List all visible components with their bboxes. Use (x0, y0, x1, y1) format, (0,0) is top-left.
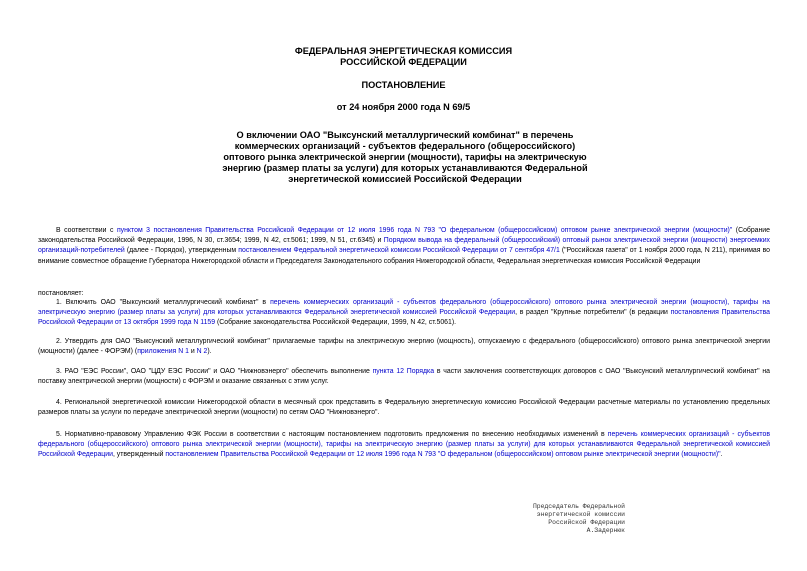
link-order-procedure[interactable]: Порядком вывода на федеральный (общероссийский) оптовый рынок электрической энергии (мощности) энергоемких организаций-потребителей (38, 237, 770, 255)
item-1-paragraph: 1. Включить ОАО "Выксунский металлургический комбинат" в перечень коммерческих организаций - субъектов федерального (общероссийского) оптового рынка электрической энергии (мощности), тарифы на электрическую энергию (размер платы за услуги) для которых устанавливаются Федеральной энергетической комиссией Российской Федерации, в раздел "Крупные потребители" (в редакции постановления Правительства Российской Федерации от 13 октября 1999 года N 1159 (Собрание законодательства Российской Федерации, 1999, N 42, ст.5061). (38, 299, 771, 327)
signature-block (480, 503, 625, 535)
link-resolution-793-p3[interactable]: пунктом 3 постановления Правительства Российской Федерации от 12 июля 1996 года N 793 "О федеральном (общероссийском) оптовом рынке электрической энергии (мощности)" (116, 227, 733, 234)
link-organizations-list[interactable]: перечень коммерческих организаций - субъектов федерального (общероссийского) оптового рынка электрической энергии (мощности), тарифы на электрическую энергию (размер платы за услуги) для которых устанавливаются Федеральной энергетической комиссией Российской Федерации (38, 299, 770, 317)
signature-name: А.Задернюк (586, 526, 625, 534)
document-type: ПОСТАНОВЛЕНИЕ (361, 80, 446, 90)
signature-line-3: Российской Федерации (548, 518, 625, 526)
link-resolution-1159[interactable]: постановления Правительства Российской Федерации от 13 октября 1999 года N 1159 (38, 309, 771, 327)
link-organizations-list-2[interactable]: перечень коммерческих организаций - субъектов федерального (общероссийского) оптового рынка электрической энергии (мощности), тарифы на электрическую энергию (размер платы за услуги) для которых устанавливаются Федеральной энергетической комиссией Российской Федерации (38, 431, 770, 459)
item-3-paragraph: 3. РАО "ЕЭС России", ОАО "ЦДУ ЕЭС России" и ОАО "Нижновэнерго" обеспечить выполнение пункта 12 Порядка в части заключения соответствующих договоров с ОАО "Выксунский металлургический комбинат" на поставку электрической энергии (мощности) с ФОРЭМ и оказание связанных с этим услуг. (38, 368, 770, 386)
signature-line-2: энергетической комиссии (536, 510, 625, 518)
link-appendix-1[interactable]: приложения N 1 (137, 348, 189, 356)
link-resolution-793[interactable]: постановлением Правительства Российской Федерации от 12 июля 1996 года N 793 "О федеральном (общероссийском) оптовом рынке электрической энергии (мощности)" (165, 451, 721, 459)
issuer-line-1: ФЕДЕРАЛЬНАЯ ЭНЕРГЕТИЧЕСКАЯ КОМИССИЯ (294, 46, 513, 56)
item-5-paragraph: 5. Нормативно-правовому Управлению ФЭК России в соответствии с настоящим постановлением подготовить предложения по внесению необходимых изменений в перечень коммерческих организаций - субъектов федерального (общероссийского) оптового рынка электрической энергии (мощности), тарифы на электрическую энергию (размер платы за услуги) для которых устанавливаются Федеральной энергетической комиссией Российской Федерации, утвержденный постановлением Правительства Российской Федерации от 12 июля 1996 года N 793 "О федеральном (общероссийском) оптовом рынке электрической энергии (мощности)". (38, 431, 770, 459)
link-fek-resolution-47-1[interactable]: постановлением Федеральной энергетической комиссии Российской Федерации от 7 сентября 47/1 (238, 247, 560, 255)
link-appendix-2[interactable]: N 2 (196, 348, 208, 356)
item-4-paragraph: 4. Региональной энергетической комиссии Нижегородской области в месячный срок представить в Федеральную энергетическую комиссию Российской Федерации расчетные материалы по установлению предельных размеров платы за услуги по передаче электрической энергии (мощности) по сетям ОАО "Нижновэнерго". (38, 399, 770, 417)
item-2-paragraph: 2. Утвердить для ОАО "Выксунский металлургический комбинат" прилагаемые тарифы на электрическую энергию (мощность), отпускаемую с федерального (общероссийского) оптового рынка электрической энергии (мощности) (далее - ФОРЭМ) (приложения N 1 и N 2). (38, 338, 770, 356)
issuer-line-2: РОССИЙСКОЙ ФЕДЕРАЦИИ (340, 57, 467, 67)
resolves-label: постановляет: (38, 290, 84, 297)
signature-line-1: Председатель Федеральной (532, 503, 625, 510)
intro-paragraph: В соответствии с пунктом 3 постановления Правительства Российской Федерации от 12 июля 1996 года N 793 "О федеральном (общероссийском) оптовом рынке электрической энергии (мощности)" (Собрание законодательства Российской Федерации, 1996, N 30, ст.3654; 1999, N 42, ст.5061; 1999, N 51, ст.6345) и Порядком вывода на федеральный (общероссийский) оптовый рынок электрической энергии (мощности) энергоемких организаций-потребителей (далее - Порядок), утвержденным постановлением Федеральной энергетической комиссии Российской Федерации от 7 сентября 47/1 ("Российская газета" от 1 ноября 2000 года, N 211), принимая во внимание совместное обращение Губернатора Нижегородской области и Председателя Законодательного собрания Нижегородской области, Федеральная энергетическая комиссия Российской Федерации (38, 227, 770, 265)
document-title: О включении ОАО "Выксунский металлургический комбинат" в перечень коммерческих организаций - субъектов федерального (общероссийского) оптового рынка электрической энергии (мощности), тарифы на электрическую энергию (размер платы за услуги) для которых устанавливаются Федеральной энергетической комиссией Российской Федерации (222, 130, 588, 184)
document-date: от 24 ноября 2000 года N 69/5 (336, 102, 471, 112)
link-procedure-p12[interactable]: пункта 12 Порядка (372, 368, 435, 375)
